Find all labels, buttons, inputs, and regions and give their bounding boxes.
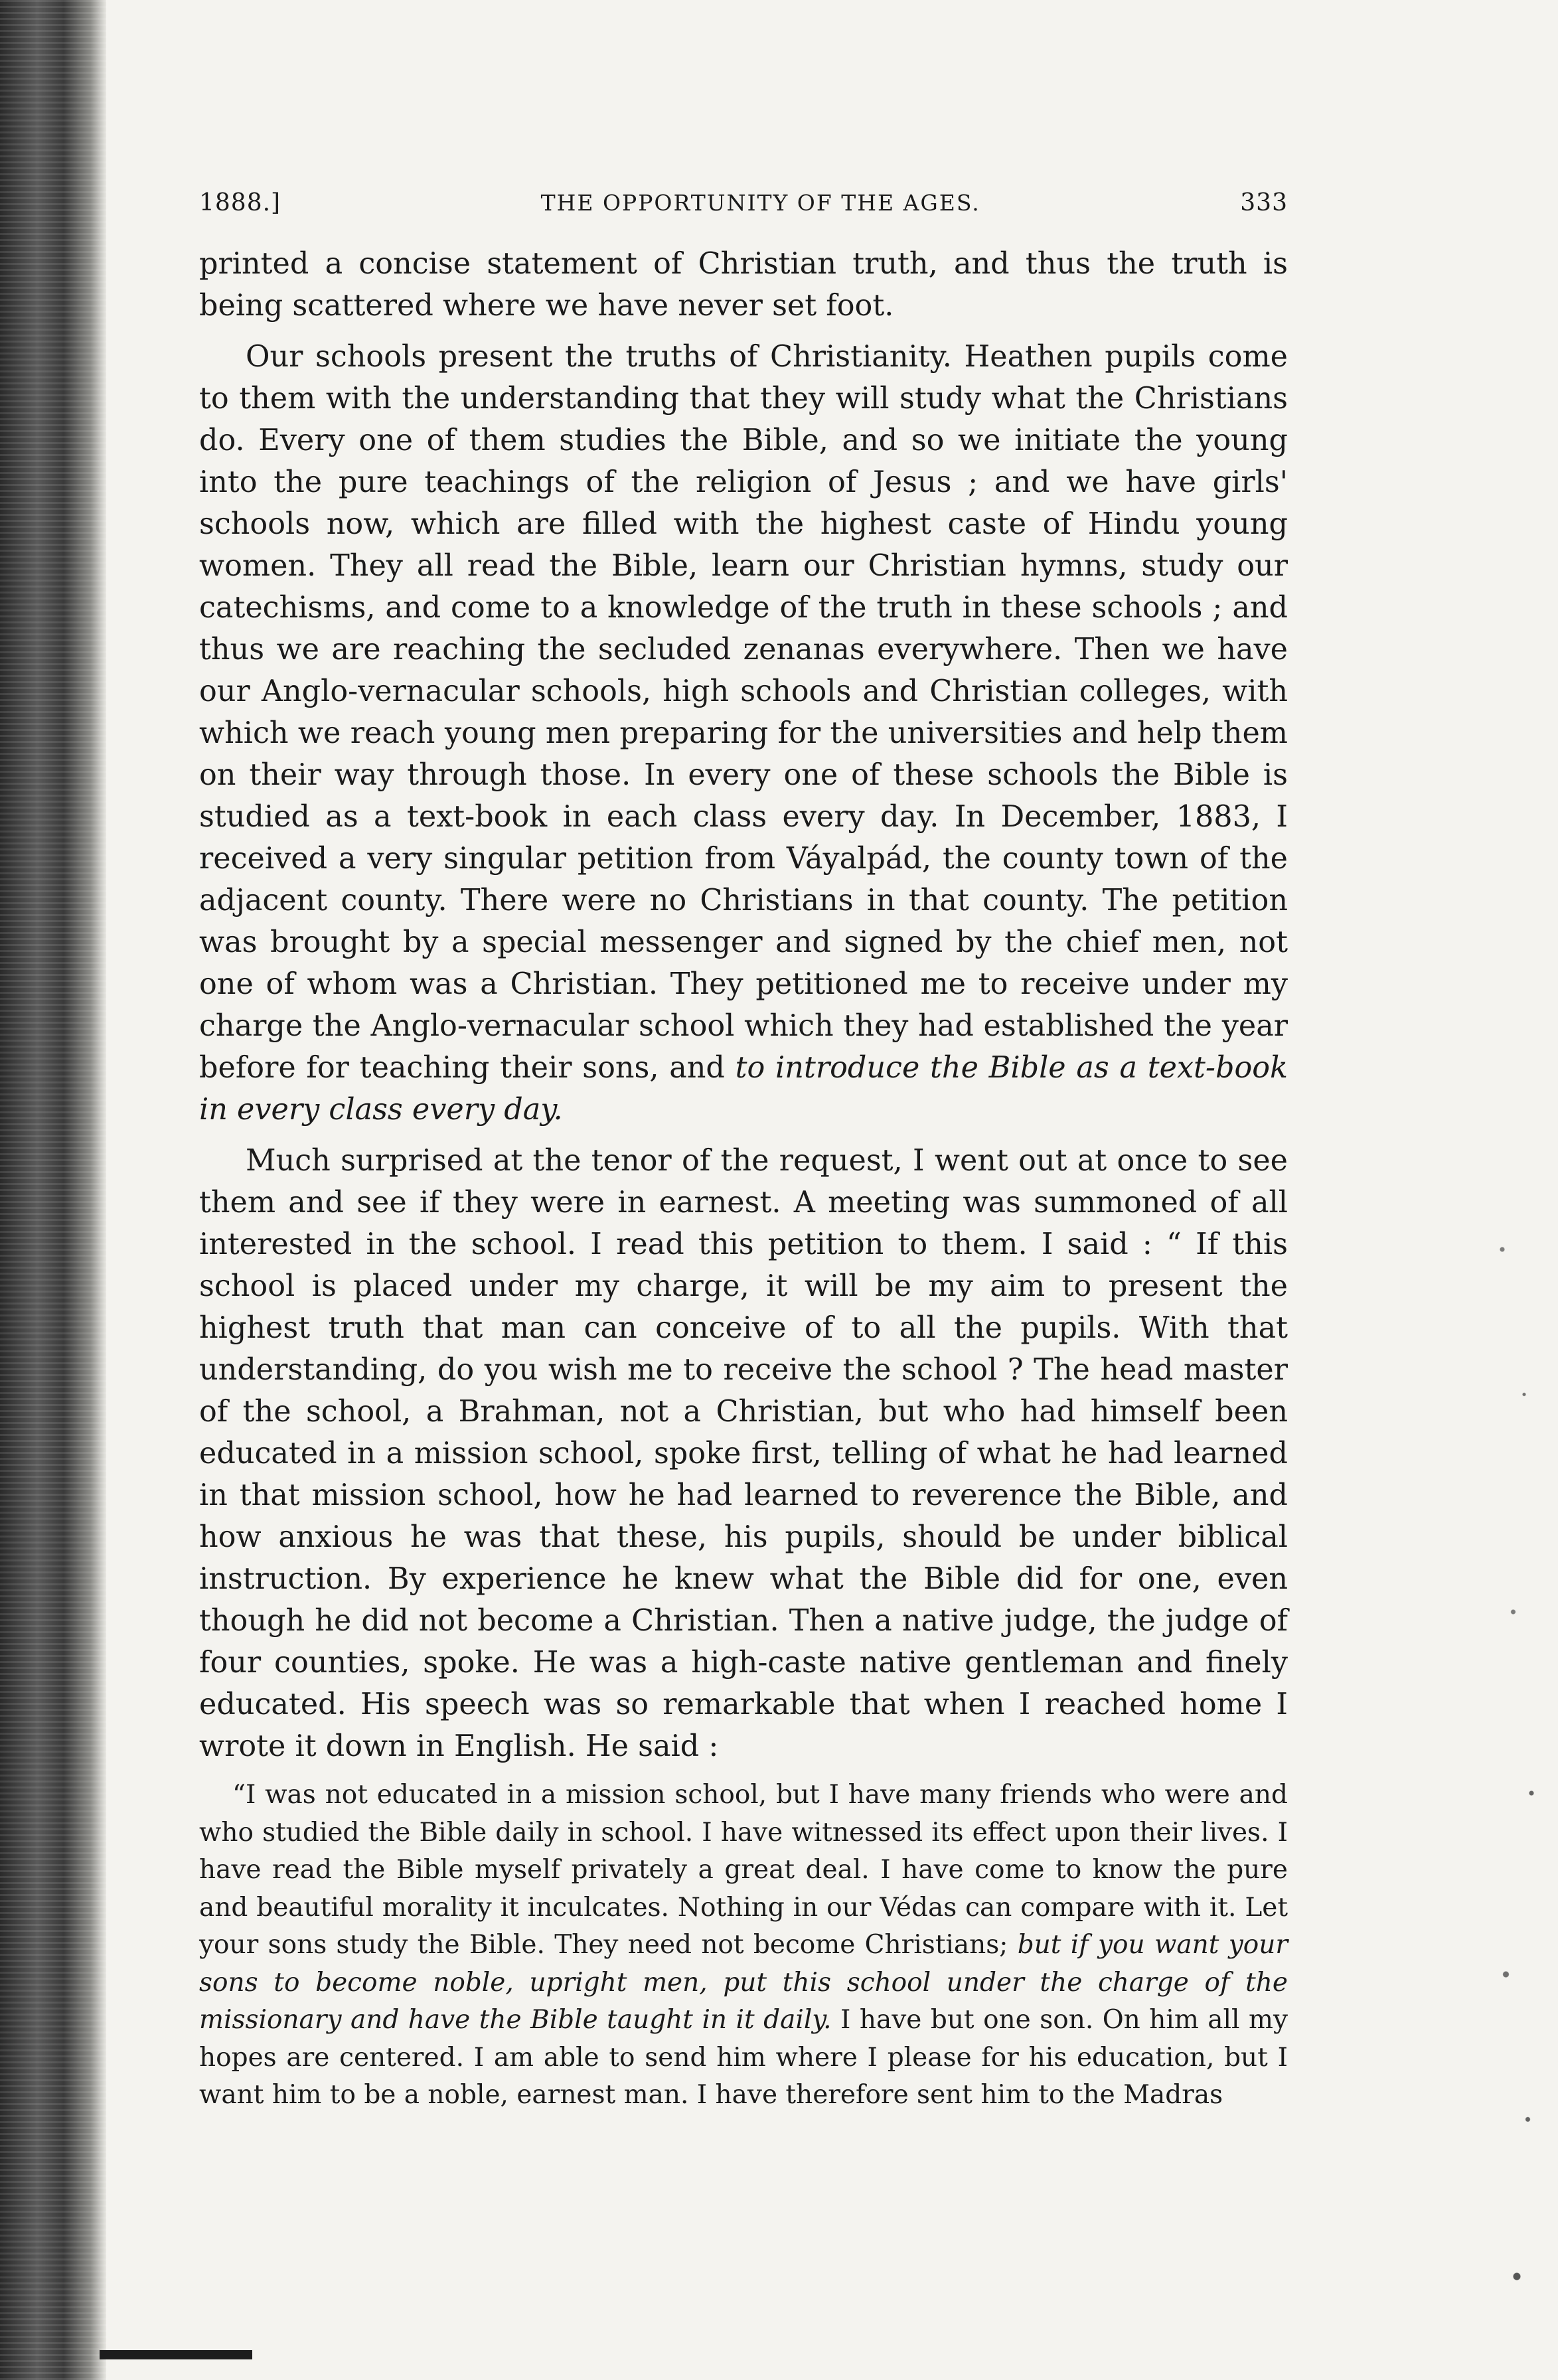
quote-text: “I was not educated in a mission school, but I have many friends who were and who studied the Bible daily in school. I have witnessed its effect upon their lives. I have read the Bible myself privately a great deal. I have come to know the pure and beautiful morality it inculcates. Nothing in our Védas can compare with it. Let your sons study the Bible. They need not become Christians; bbox=[199, 1780, 1288, 1960]
paragraph-text: Our schools present the truths of Christianity. Heathen pupils come to them with the understanding that they will study what the Christians do. Every one of them studies the Bible, and so we initiate the young into the pure teachings of the religion of Jesus ; and we have girls' schools now, which are filled with the highest caste of Hindu young women. They all read the Bible, learn our Christian hymns, study our catechisms, and come to a knowledge of the truth in these schools ; and thus we are reaching the secluded zenanas everywhere. Then we have our Anglo-vernacular schools, high schools and Christian colleges, with which we reach young men preparing for the universities and help them on their way through those. In every one of these schools the Bible is studied as a text-book in each class every day. In December, 1883, I received a very singular petition from Váyalpád, the county town of the adjacent county. There were no Christians in that county. The petition was brought by a special messenger and signed by the chief men, not one of whom was a Christian. They petitioned me to receive under my charge the Anglo-vernacular school which they had established the year before for teaching their sons, and bbox=[199, 340, 1288, 1085]
page-number: 333 bbox=[1240, 189, 1288, 216]
scan-binding-edge bbox=[0, 0, 106, 2380]
body-text bbox=[199, 243, 1288, 1767]
header-title: THE OPPORTUNITY OF THE AGES. bbox=[540, 190, 980, 216]
paragraph-text: printed a concise statement of Christian truth, and thus the truth is being scattered where we have never set foot. bbox=[199, 247, 1288, 323]
paragraph-meeting bbox=[199, 1140, 1288, 1767]
quote-paragraph bbox=[199, 1777, 1288, 2114]
quote-text-end: I have but one son. On him all my hopes are centered. I am able to send him where I please for his education, but I want him to be a noble, earnest man. I have therefore sent him to the Madras bbox=[199, 2005, 1288, 2110]
italic-emphasis: to introduce the Bible as a text-book in every class every day. bbox=[199, 1051, 1288, 1127]
paragraph-text: Much surprised at the tenor of the request, I went out at once to see them and see if they were in earnest. A meeting was summoned of all interested in the school. I read this petition to them. I said : “ If this school is placed under my charge, it will be my aim to present the highest truth that man can conceive of to all the pupils. With that understanding, do you wish me to receive the school ? The head master of the school, a Brahman, not a Christian, but who had himself been educated in a mission school, spoke first, telling of what he had learned in that mission school, how he had learned to reverence the Bible, and how anxious he was that these, his pupils, should be under biblical instruction. By experience he knew what the Bible did for one, even though he did not become a Christian. Then a native judge, the judge of four counties, spoke. He was a high-caste native gentleman and finely educated. His speech was so remarkable that when I reached home I wrote it down in English. He said : bbox=[199, 1144, 1288, 1763]
quote-italic-emphasis: but if you want your sons to become noble, upright men, put this school under the charge of the missionary and have the Bible taught in it daily. bbox=[199, 1930, 1288, 2035]
paragraph-schools bbox=[199, 336, 1288, 1131]
book-page bbox=[199, 189, 1288, 2114]
block-quote bbox=[199, 1777, 1288, 2114]
running-head bbox=[199, 189, 1288, 216]
header-year: 1888.] bbox=[199, 189, 281, 216]
scan-margin-noise bbox=[1480, 1129, 1553, 2337]
paragraph-continuation bbox=[199, 243, 1288, 327]
scan-bottom-mark bbox=[100, 2350, 252, 2359]
